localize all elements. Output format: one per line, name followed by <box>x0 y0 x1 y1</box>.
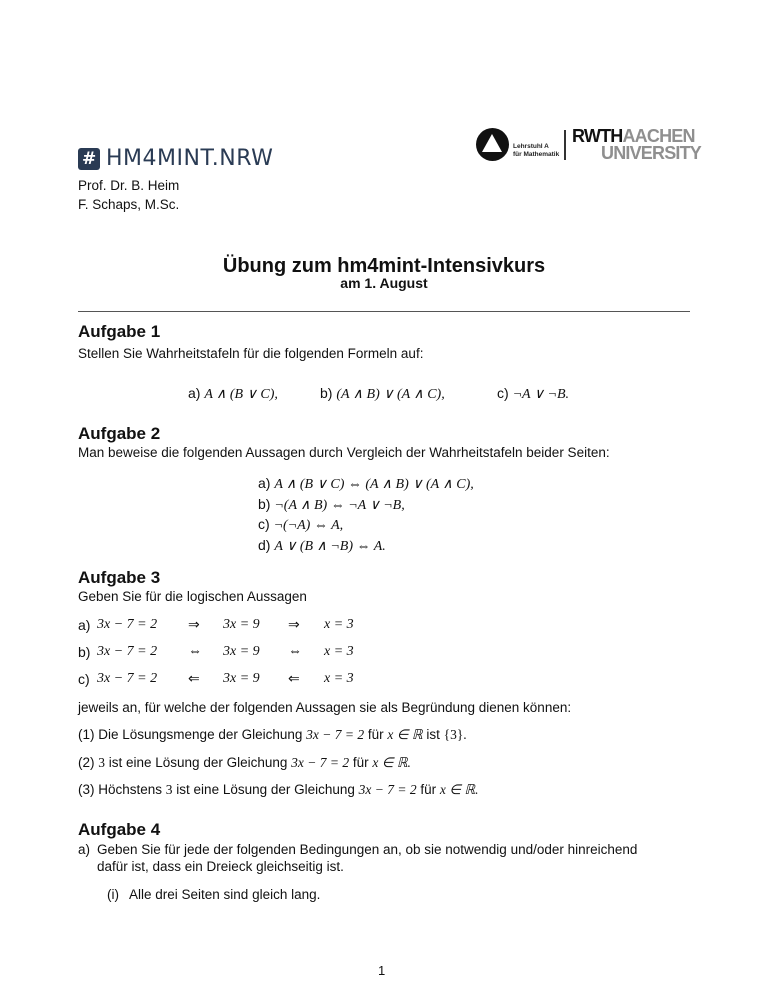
page-subtitle: am 1. August <box>340 275 428 291</box>
logo-text: HM4MINT.NRW <box>106 146 274 171</box>
rwth-wordmark: RWTHAACHEN <box>572 126 695 146</box>
aufgabe-4-i-text: Alle drei Seiten sind gleich lang. <box>129 887 321 902</box>
aufgabe-4-a-label: a) <box>78 842 91 857</box>
logo-divider <box>564 130 566 160</box>
aufgabe-4-a-line-1: Geben Sie für jede der folgenden Bedingungen an, ob sie notwendig und/oder hinreichend <box>97 842 638 857</box>
aufgabe-3-text-2: jeweils an, für welche der folgenden Aussagen sie als Begründung dienen können: <box>78 700 572 715</box>
rwth-logo <box>476 126 702 163</box>
aufgabe-3-statement-2: (2) 3 ist eine Lösung der Gleichung 3x − 7 = 2 für x ∈ ℝ. <box>78 755 411 770</box>
author-1: Prof. Dr. B. Heim <box>78 178 180 193</box>
aufgabe-3-row-c: c) 3x − 7 = 2 ⇐ 3x = 9 ⇐ x = 3 <box>78 671 354 687</box>
aufgabe-1-b: b) (A ∧ B) ∨ (A ∧ C), <box>320 385 445 402</box>
aufgabe-2-text: Man beweise die folgenden Aussagen durch Vergleich der Wahrheitstafeln beider Seiten: <box>78 445 610 460</box>
aufgabe-4-i-label: (i) <box>107 887 119 902</box>
aufgabe-2-heading: Aufgabe 2 <box>78 424 161 443</box>
lehrstuhl-text: Lehrstuhl A für Mathematik <box>513 143 560 158</box>
aufgabe-1-text: Stellen Sie Wahrheitstafeln für die folgenden Formeln auf: <box>78 346 424 361</box>
aufgabe-2-item: b) ¬(A ∧ B) ⇔ ¬A ∨ ¬B, <box>258 495 405 513</box>
page-title: Übung zum hm4mint-Intensivkurs <box>222 255 546 277</box>
aufgabe-4-heading: Aufgabe 4 <box>78 820 161 839</box>
aufgabe-2-item: d) A ∨ (B ∧ ¬B) ⇔ A. <box>258 536 386 554</box>
aufgabe-3-statement-3: (3) Höchstens 3 ist eine Lösung der Gleichung 3x − 7 = 2 für x ∈ ℝ. <box>78 782 479 797</box>
aufgabe-3-heading: Aufgabe 3 <box>78 568 161 587</box>
aufgabe-2-list <box>258 474 474 556</box>
aufgabe-1-heading: Aufgabe 1 <box>78 322 161 341</box>
title-divider <box>78 311 690 312</box>
aufgabe-3-row-a: a) 3x − 7 = 2 ⇒ 3x = 9 ⇒ x = 3 <box>78 617 354 633</box>
aufgabe-2-item: a) A ∧ (B ∨ C) ⇔ (A ∧ B) ∨ (A ∧ C), <box>258 475 474 492</box>
page-number: 1 <box>378 963 386 978</box>
aufgabe-3-row-b: b) 3x − 7 = 2 ⇔ 3x = 9 ⇔ x = 3 <box>78 644 354 660</box>
aufgabe-3-text: Geben Sie für die logischen Aussagen <box>78 589 307 604</box>
university-wordmark: UNIVERSITY <box>601 143 702 163</box>
lehrstuhl-logo-icon <box>476 128 509 161</box>
aufgabe-2-item: c) ¬(¬A) ⇔ A, <box>258 516 344 533</box>
author-2: F. Schaps, M.Sc. <box>78 197 180 212</box>
hash-icon: # <box>78 148 100 170</box>
aufgabe-4-a-line-2: dafür ist, dass ein Dreieck gleichseitig ist. <box>97 859 344 874</box>
aufgabe-3-statement-1: (1) Die Lösungsmenge der Gleichung 3x − 7 = 2 für x ∈ ℝ ist {3}. <box>78 727 467 742</box>
aufgabe-1-a: a) A ∧ (B ∨ C), <box>188 385 278 402</box>
aufgabe-1-c: c) ¬A ∨ ¬B. <box>497 385 570 402</box>
